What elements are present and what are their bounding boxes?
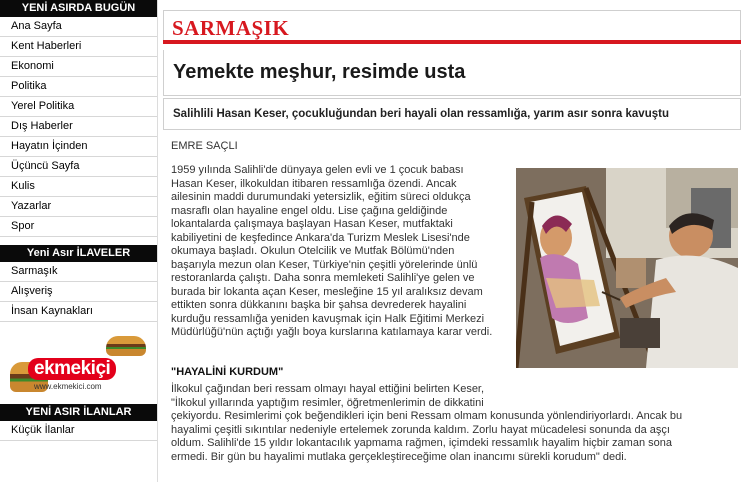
article-main	[163, 0, 750, 482]
article-line: ermedi. Bir gün bu hayalimi mutlaka gerçekleştireceğime olan inancımı sürekli korudum" dedi.	[171, 450, 627, 463]
headline-box	[163, 50, 741, 96]
sidebar-item-yerel-politika[interactable]: Yerel Politika	[0, 97, 157, 117]
article-subheadline: Salihlili Hasan Keser, çocukluğundan beri hayali olan ressamlığa, yarım asır sonra kavuştu	[173, 108, 669, 120]
sidebar-item-sarma-k[interactable]: Sarmaşık	[0, 262, 157, 282]
sidebar-item-politika[interactable]: Politika	[0, 77, 157, 97]
sidebar-item-ana-sayfa[interactable]: Ana Sayfa	[0, 17, 157, 37]
article-line: masraflı olan hayaline engel oldu. Lise çağına geldiğinde	[171, 204, 448, 217]
sidebar-item--nc-sayfa[interactable]: Üçüncü Sayfa	[0, 157, 157, 177]
article-line: ailesinin maddi durumundaki yetersizlik, eğitim süreci oldukça	[171, 191, 471, 203]
sidebar-item-i-nsan-kaynaklar-[interactable]: İnsan Kaynakları	[0, 302, 157, 322]
section-title-box	[163, 10, 741, 44]
sidebar-item-spor[interactable]: Spor	[0, 217, 157, 237]
section-title[interactable]: SARMAŞIK	[172, 16, 290, 40]
article-subhead: "HAYALİNİ KURDUM"	[171, 366, 284, 378]
sidebar-item-d-haberler[interactable]: Dış Haberler	[0, 117, 157, 137]
sidebar-item-ekonomi[interactable]: Ekonomi	[0, 57, 157, 77]
ad-url: www.ekmekici.com	[34, 382, 102, 391]
article-headline: Yemekte meşhur, resimde usta	[173, 61, 466, 83]
article-line: 1959 yılında Salihli'de dünyaya gelen evli ve 1 çocuk babası	[171, 164, 464, 176]
sidebar-item-al-veri-[interactable]: Alışveriş	[0, 282, 157, 302]
article-line: burada bir lokanta açan Keser, mesleğine 15 yıl aralıksız devam	[171, 285, 483, 298]
article-line: çekiyordu. Resimlerimi çok beğendikleri için beni Ressam olmam konusunda yönlendiriyorlardı. Ancak bu	[171, 410, 683, 422]
article-line: Hasan Keser, ilkokuldan itibaren ressamlığa özendi. Ancak	[171, 177, 457, 190]
article-line: okumaya başladı. Okulun Otelcilik ve Mutfak Bölümü'nden	[171, 245, 455, 257]
sidebar-section-title: Yeni Asır İLAVELER	[0, 245, 157, 262]
subheadline-box	[163, 98, 741, 130]
article-line: Müdürlüğü'nün açtığı yağlı boya kurslarına katılamaya karar verdi.	[171, 326, 493, 338]
section-red-bar	[163, 40, 741, 44]
sidebar-nav	[0, 0, 157, 482]
burger-image-right	[106, 336, 146, 356]
painter-photo-image	[516, 168, 738, 368]
ekmekici-ad-banner[interactable]	[0, 322, 157, 404]
sidebar-item-kent-haberleri[interactable]: Kent Haberleri	[0, 37, 157, 57]
sidebar-item-yazarlar[interactable]: Yazarlar	[0, 197, 157, 217]
sidebar-item-kulis[interactable]: Kulis	[0, 177, 157, 197]
article-photo	[516, 168, 738, 368]
article-line: İlkokul çağından beri ressam olmayı hayal ettiğini belirten Keser,	[171, 383, 485, 395]
article-line: başarıyla mezun olan Keser, Türkiye'nin çeşitli yörelerinde ünlü	[171, 258, 478, 271]
article-paragraph-2	[171, 383, 736, 464]
article-author: EMRE SAÇLI	[171, 140, 238, 152]
article-line: "İlkokul yıllarında yaptığım resimler, öğretmenlerimin de dikkatini	[171, 396, 484, 409]
sidebar-item-k-k-i-lanlar[interactable]: Küçük İlanlar	[0, 421, 157, 441]
column-divider	[157, 0, 158, 482]
article-line: kurduğu ressamlığa yeniden kavuşmak için Halk Eğitimi Merkezi	[171, 312, 485, 325]
article-line: lokantalarda çalışmaya başlayan Hasan Keser, mutfaktaki	[171, 218, 453, 230]
article-paragraph-1	[171, 164, 515, 340]
article-line: ettikten sonra dükkanını başka bir şahsa devrederek hayalini	[171, 299, 467, 311]
article-line: restoranlarda çalıştı. Daha sonra memleketi Salihli'ye gelen ve	[171, 272, 475, 284]
sidebar-item-hayat-n-i-inden[interactable]: Hayatın İçinden	[0, 137, 157, 157]
ad-logo: ekmekiçi	[28, 358, 116, 380]
sidebar-section-title: YENİ ASIRDA BUGÜN	[0, 0, 157, 17]
article-line: oldum. Salihli'de 15 yıldır lokantacılık yapmama rağmen, içimdeki ressamlık hayalim hiçbir zaman sona	[171, 437, 672, 449]
article-line: kabiliyetini de keşfedince Ankara'da Turizm Meslek Lisesi'nde	[171, 231, 470, 244]
sidebar-section-title: YENİ ASIR İLANLAR	[0, 404, 157, 421]
article-line: hayalimi çeşitli sıkıntılar nedeniyle ertelemek zorunda kaldım. Zorlu hayat mücadelesi sonunda da aşçı	[171, 423, 670, 436]
